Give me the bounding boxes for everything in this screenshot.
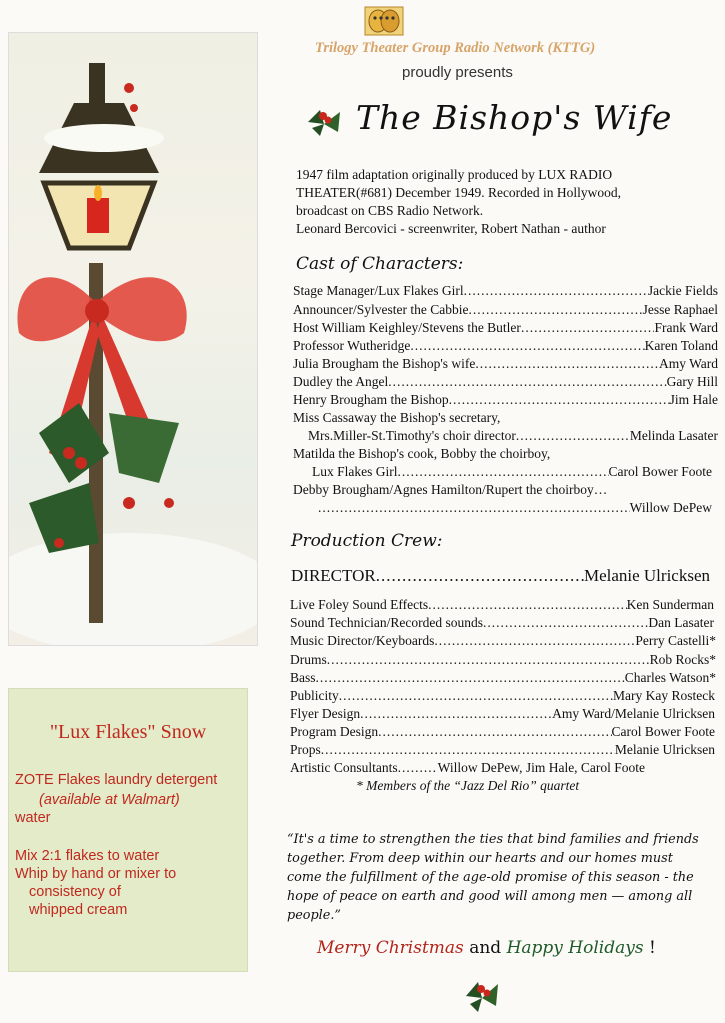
lamppost-illustration (8, 32, 258, 646)
theater-masks-icon (364, 6, 404, 36)
crew-name: Charles Watson* (624, 670, 716, 685)
crew-name: Melanie Ulricksen (614, 742, 715, 757)
cast-actor: Melinda Lasater (629, 428, 718, 443)
greeting-bang: ! (643, 938, 656, 958)
cast-row-line1: Miss Cassaway the Bishop's secretary, (293, 410, 501, 425)
crew-row (290, 724, 715, 740)
crew-row (290, 670, 716, 686)
cast-row (293, 320, 718, 336)
recipe-title: "Lux Flakes" Snow (49, 721, 207, 743)
cast-role: Announcer/Sylvester the Cabbie (293, 302, 469, 317)
director-row (291, 566, 710, 586)
greeting-and: and (463, 938, 507, 958)
crew-name: Perry Castelli* (635, 633, 716, 648)
recipe-line: consistency of (29, 884, 121, 900)
recipe-line: ZOTE Flakes laundry detergent (15, 772, 218, 788)
cast-actor: Amy Ward (658, 356, 718, 371)
intro-line: 1947 film adaptation originally produced by LUX RADIO (296, 167, 613, 182)
cast-row (293, 302, 718, 318)
presents-text: proudly presents (402, 64, 513, 81)
cast-role: Stage Manager/Lux Flakes Girl (293, 283, 464, 298)
cast-role: Julia Brougham the Bishop's wife (293, 356, 476, 371)
greeting-merry: Merry Christmas (317, 938, 464, 958)
cast-row (293, 392, 718, 408)
cast-role: Henry Brougham the Bishop (293, 392, 449, 407)
crew-row (290, 652, 716, 668)
cast-row (293, 374, 718, 390)
cast-actor: Karen Toland (644, 338, 718, 353)
crew-role: Flyer Design (290, 706, 361, 721)
holly-icon (304, 102, 344, 138)
cast-heading: Cast of Characters: (296, 254, 464, 274)
crew-row (290, 597, 714, 613)
crew-role: Program Design (290, 724, 379, 739)
crew-name: Willow DePew, Jim Hale, Carol Foote (437, 760, 646, 775)
greeting-happy: Happy Holidays (506, 938, 644, 958)
holiday-greeting (317, 938, 656, 958)
cast-role: Lux Flakes Girl (312, 464, 398, 479)
cast-actor: Willow DePew (629, 500, 712, 515)
crew-heading: Production Crew: (291, 531, 443, 551)
cast-actor: Jim Hale (669, 392, 718, 407)
crew-row (290, 615, 714, 631)
recipe-line: water (15, 810, 51, 826)
cast-actor: Frank Ward (654, 320, 718, 335)
cast-row-line1: Matilda the Bishop's cook, Bobby the choirboy, (293, 446, 551, 461)
director-name: Melanie Ulricksen (583, 566, 710, 585)
crew-role: Music Director/Keyboards (290, 633, 435, 648)
cast-actor: Jesse Raphael (642, 302, 718, 317)
crew-name: Rob Rocks* (649, 652, 716, 667)
crew-name: Mary Kay Rosteck (613, 688, 715, 703)
cast-row (293, 283, 718, 299)
crew-role: Live Foley Sound Effects (290, 597, 429, 612)
crew-role: Sound Technician/Recorded sounds (290, 615, 484, 630)
page-title: The Bishop's Wife (356, 98, 673, 137)
crew-name: Ken Sunderman (626, 597, 714, 612)
crew-row (290, 633, 716, 649)
crew-role: Publicity (290, 688, 339, 703)
crew-name: Dan Lasater (648, 615, 714, 630)
cast-row-line1: Debby Brougham/Agnes Hamilton/Rupert the choirboy… (293, 482, 608, 497)
crew-row (290, 742, 715, 758)
cast-row (318, 500, 712, 516)
cast-row (308, 428, 718, 444)
cast-role: Professor Wutheridge (293, 338, 411, 353)
members-note: * Members of the “Jazz Del Rio” quartet (356, 778, 580, 793)
quote-text: “It's a time to strengthen the ties that bind families and friends together. From deep within our hearts and our homes must come the fulfillment of the age-old promise of this season - the hope of peace on earth and good will among men — among all people.” (287, 832, 699, 923)
cast-actor: Gary Hill (666, 374, 718, 389)
crew-row (290, 760, 717, 776)
director-label: DIRECTOR (291, 566, 376, 585)
cast-role: Dudley the Angel (293, 374, 389, 389)
cast-actor: Carol Bower Foote (608, 464, 712, 479)
crew-name: Carol Bower Foote (611, 724, 715, 739)
intro-line: Leonard Bercovici - screenwriter, Robert Nathan - author (296, 221, 606, 236)
crew-row (290, 688, 715, 704)
cast-row (293, 338, 718, 354)
intro-line: THEATER(#681) December 1949. Recorded in Hollywood, (296, 185, 622, 200)
crew-name: Amy Ward/Melanie Ulricksen (552, 706, 715, 721)
crew-role: Artistic Consultants (290, 760, 398, 775)
holly-icon (462, 974, 502, 1014)
cast-row (312, 464, 712, 480)
cast-role: Mrs.Miller-St.Timothy's choir director (308, 428, 516, 443)
recipe-line: Whip by hand or mixer to (15, 866, 177, 882)
cast-actor: Jackie Fields (647, 283, 718, 298)
recipe-box (8, 688, 248, 972)
intro-text (296, 166, 621, 238)
crew-role: Props (290, 742, 321, 757)
crew-row (290, 706, 715, 722)
intro-line: broadcast on CBS Radio Network. (296, 203, 484, 218)
cast-role: Host William Keighley/Stevens the Butler (293, 320, 521, 335)
cast-row (293, 356, 718, 372)
recipe-line: (available at Walmart) (39, 792, 180, 808)
crew-role: Drums (290, 652, 327, 667)
recipe-line: Mix 2:1 flakes to water (15, 848, 160, 864)
crew-role: Bass (290, 670, 316, 685)
sponsor-line: Trilogy Theater Group Radio Network (KTTG) (315, 40, 596, 56)
recipe-line: whipped cream (29, 902, 128, 918)
